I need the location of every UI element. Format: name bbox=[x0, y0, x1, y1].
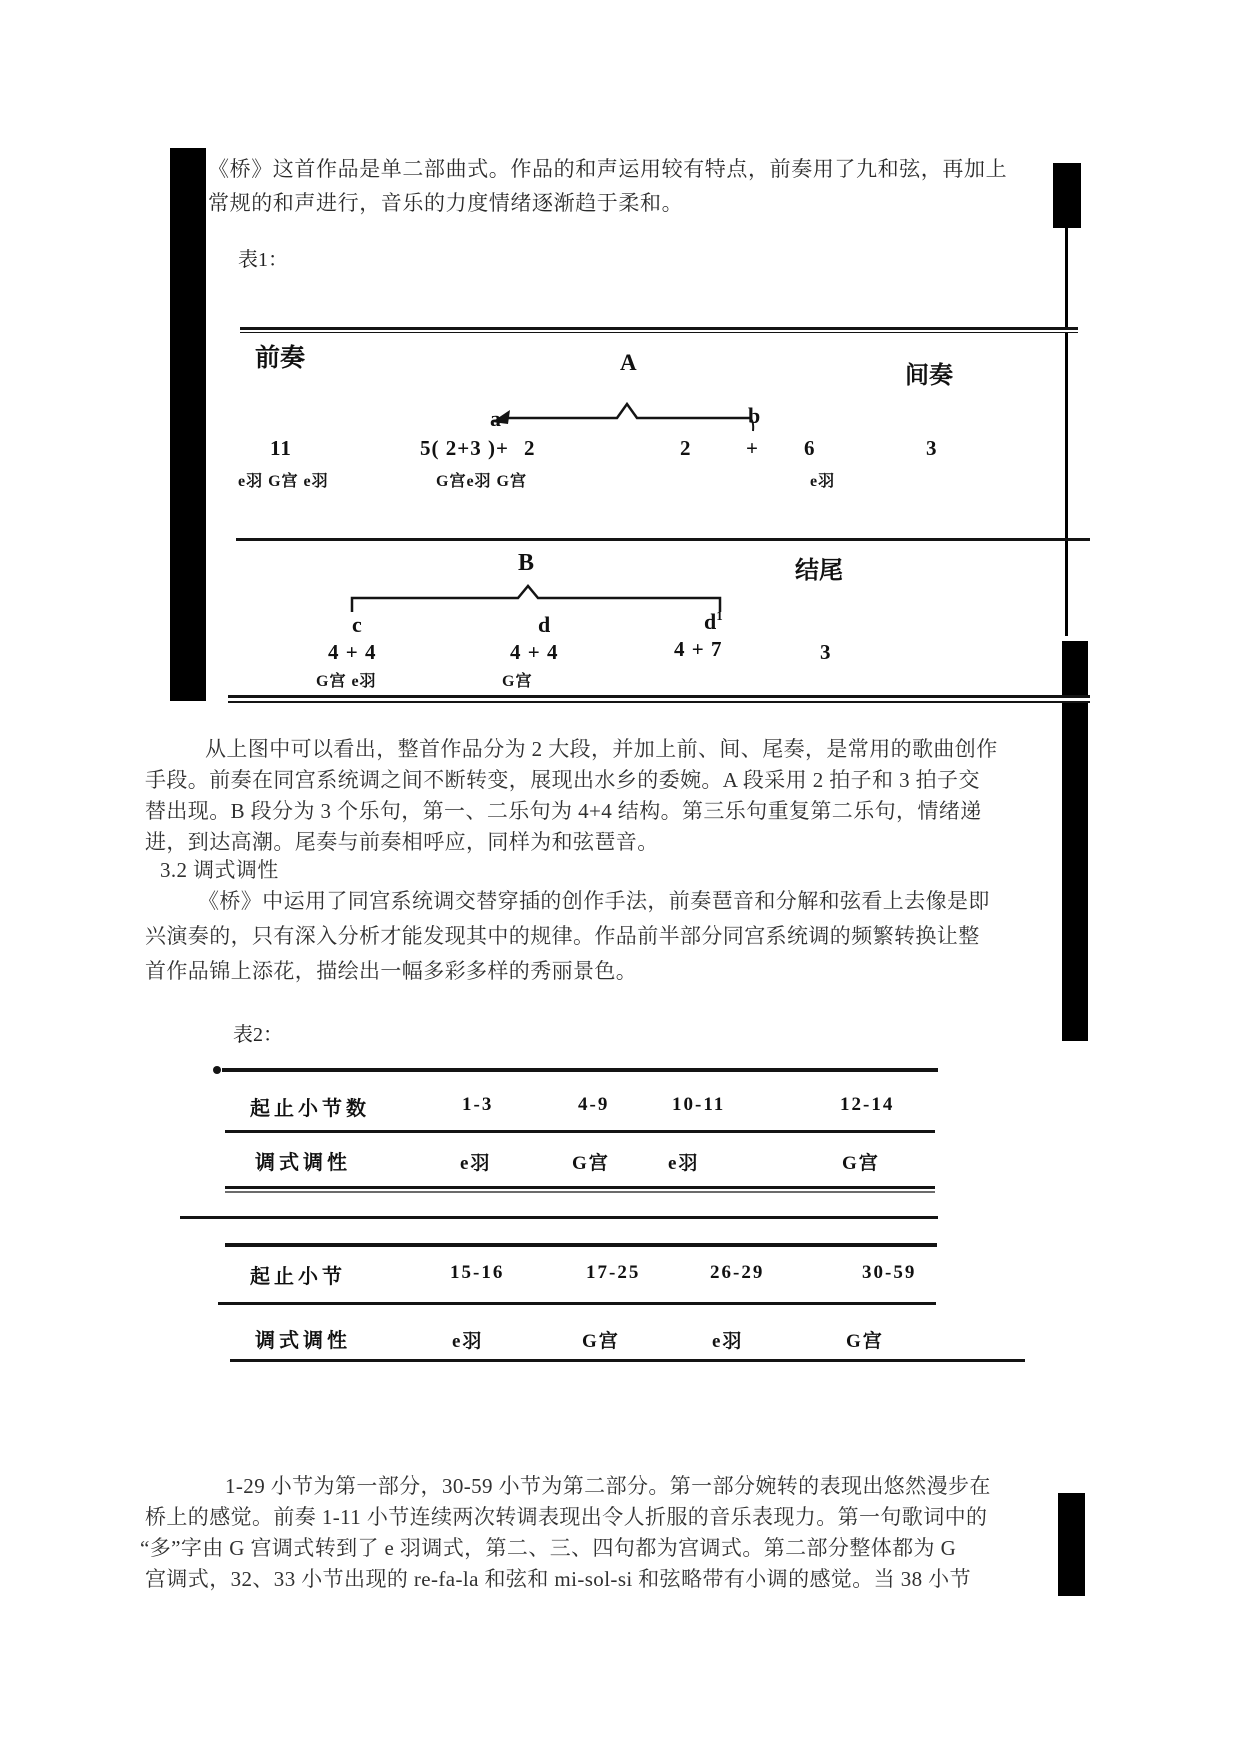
paragraph-2-line-4: 进，到达高潮。尾奏与前奏相呼应，同样为和弦琶音。 bbox=[145, 830, 659, 854]
paragraph-4-line-4: 宫调式，32、33 小节出现的 re-fa-la 和弦和 mi-sol-si 和弦略带有小调的感觉。当 38 小节 bbox=[145, 1567, 971, 1591]
figure1-phrase-d-keys: G宫 bbox=[502, 673, 533, 690]
figure2-divider-rule bbox=[180, 1216, 938, 1219]
figure1-bracket-b bbox=[348, 584, 726, 618]
figure1-phrase-c-bars: 4 + 4 bbox=[328, 640, 377, 664]
figure1-phrase-b-plus: + bbox=[746, 436, 759, 460]
paragraph-1-line-1: 《桥》这首作品是单二部曲式。作品的和声运用较有特点，前奏用了九和弦，再加上 bbox=[208, 157, 1008, 181]
figure1-middle-rule bbox=[236, 538, 1090, 541]
figure1-phrase-b-keys: e羽 bbox=[810, 473, 836, 490]
figure1-phrase-a-keys: G宫e羽 G宫 bbox=[436, 473, 527, 490]
figure1-phrase-c-label: c bbox=[352, 612, 362, 637]
figure1-phrase-a-bars-2: 2 bbox=[524, 436, 536, 460]
figure1-bottom-rule bbox=[228, 695, 1090, 703]
figure2-upper-bottom-rule bbox=[225, 1186, 935, 1193]
figure1-phrase-d1-label: $d^1$ bbox=[704, 608, 723, 634]
figure1-phrase-d-bars: 4 + 4 bbox=[510, 640, 559, 664]
figure2-upper-top-rule bbox=[222, 1068, 938, 1072]
scan-artifact-right-bar-bottom bbox=[1058, 1493, 1085, 1596]
figure2-lower-value-col1: e羽 bbox=[452, 1331, 484, 1352]
figure1-phrase-a-label: a bbox=[490, 406, 501, 431]
section-heading-3-2: 3.2 调式调性 bbox=[160, 858, 279, 882]
figure2-upper-value-col2: G宫 bbox=[572, 1153, 610, 1174]
figure1-prelude-keys: e羽 G宫 e羽 bbox=[238, 473, 329, 490]
figure2-bottom-rule bbox=[230, 1359, 1025, 1362]
figure2-lower-row-label: 调式调性 bbox=[255, 1330, 351, 1352]
figure1-phrase-d1-superscript: 1 bbox=[716, 608, 723, 623]
figure2-upper-header-label: 起止小节数 bbox=[250, 1098, 370, 1120]
figure1-interlude-label: 间奏 bbox=[905, 363, 953, 389]
figure2-lower-value-col2: G宫 bbox=[582, 1331, 620, 1352]
figure2-upper-value-col4: G宫 bbox=[842, 1153, 880, 1174]
figure2-lower-header-label: 起止小节 bbox=[250, 1266, 346, 1288]
figure1-phrase-b-bars-1: 2 bbox=[680, 436, 692, 460]
figure2-caption: 表2： bbox=[233, 1024, 283, 1046]
figure1-coda-bars: 3 bbox=[820, 640, 832, 664]
figure1-section-b-label: B bbox=[518, 550, 535, 576]
paragraph-3-line-3: 首作品锦上添花，描绘出一幅多彩多样的秀丽景色。 bbox=[145, 959, 638, 983]
figure2-lower-header-col3: 26-29 bbox=[710, 1262, 765, 1283]
figure1-phrase-b-label: b bbox=[748, 403, 761, 428]
figure1-top-rule bbox=[240, 327, 1078, 333]
paragraph-2-line-2: 手段。前奏在同宫系统调之间不断转变，展现出水乡的委婉。A 段采用 2 拍子和 3 拍子交 bbox=[145, 768, 980, 792]
figure1-bracket-a bbox=[486, 384, 766, 432]
figure2-lower-value-col3: e羽 bbox=[712, 1331, 744, 1352]
figure1-interlude-bars: 3 bbox=[926, 436, 938, 460]
figure2-lower-header-col1: 15-16 bbox=[450, 1262, 505, 1283]
figure1-phrase-d-label: d bbox=[538, 612, 551, 637]
figure2-lower-header-col2: 17-25 bbox=[586, 1262, 641, 1283]
figure2-upper-value-col1: e羽 bbox=[460, 1153, 492, 1174]
figure1-caption: 表1： bbox=[238, 249, 288, 271]
paragraph-4-line-2: 桥上的感觉。前奏 1-11 小节连续两次转调表现出令人折服的音乐表现力。第一句歌词中的 bbox=[145, 1505, 988, 1529]
figure2-upper-value-col3: e羽 bbox=[668, 1153, 700, 1174]
figure2-upper-header-col3: 10-11 bbox=[672, 1094, 726, 1115]
paragraph-2-line-1: 从上图中可以看出，整首作品分为 2 大段，并加上前、间、尾奏，是常用的歌曲创作 bbox=[205, 737, 998, 761]
figure1-prelude-bars: 11 bbox=[270, 436, 292, 460]
figure1-coda-label: 结尾 bbox=[795, 558, 843, 584]
paragraph-4-line-1: 1-29 小节为第一部分，30-59 小节为第二部分。第一部分婉转的表现出悠然漫步在 bbox=[225, 1474, 991, 1498]
scan-artifact-topright-block bbox=[1053, 163, 1081, 228]
figure2-upper-mid-rule bbox=[225, 1130, 935, 1133]
figure2-upper-header-col1: 1-3 bbox=[462, 1094, 494, 1115]
figure1-section-a-label: A bbox=[620, 350, 637, 375]
figure2-lower-value-col4: G宫 bbox=[846, 1331, 884, 1352]
paragraph-4-line-3: “多”字由 G 宫调式转到了 e 羽调式，第二、三、四句都为宫调式。第二部分整体都为 G bbox=[140, 1536, 957, 1560]
figure1-phrase-c-keys: G宫 e羽 bbox=[316, 673, 377, 690]
figure2-lower-mid-rule bbox=[218, 1302, 936, 1305]
scan-artifact-left-bar bbox=[170, 148, 206, 701]
figure2-lower-header-col4: 30-59 bbox=[862, 1262, 917, 1283]
figure1-phrase-a-bars-1: 5( 2+3 )+ bbox=[420, 436, 509, 460]
paragraph-3-line-1: 《桥》中运用了同宫系统调交替穿插的创作手法，前奏琶音和分解和弦看上去像是即 bbox=[198, 889, 990, 913]
paragraph-2-line-3: 替出现。B 段分为 3 个乐句，第一、二乐句为 4+4 结构。第三乐句重复第二乐句，情绪递 bbox=[145, 799, 982, 823]
figure2-left-dot bbox=[213, 1066, 221, 1074]
figure1-phrase-b-bars-2: 6 bbox=[804, 436, 816, 460]
figure1-prelude-label: 前奏 bbox=[255, 345, 306, 372]
figure2-upper-header-col2: 4-9 bbox=[578, 1094, 610, 1115]
paragraph-1-line-2: 常规的和声进行，音乐的力度情绪逐渐趋于柔和。 bbox=[208, 191, 684, 215]
figure1-phrase-d1-bars: 4 + 7 bbox=[674, 637, 723, 661]
figure2-upper-row-label: 调式调性 bbox=[255, 1152, 351, 1174]
figure2-upper-header-col4: 12-14 bbox=[840, 1094, 895, 1115]
paragraph-3-line-2: 兴演奏的，只有深入分析才能发现其中的规律。作品前半部分同宫系统调的频繁转换让整 bbox=[145, 924, 980, 948]
scan-artifact-vertical-line bbox=[1065, 228, 1068, 636]
figure2-lower-top-rule bbox=[225, 1243, 937, 1247]
